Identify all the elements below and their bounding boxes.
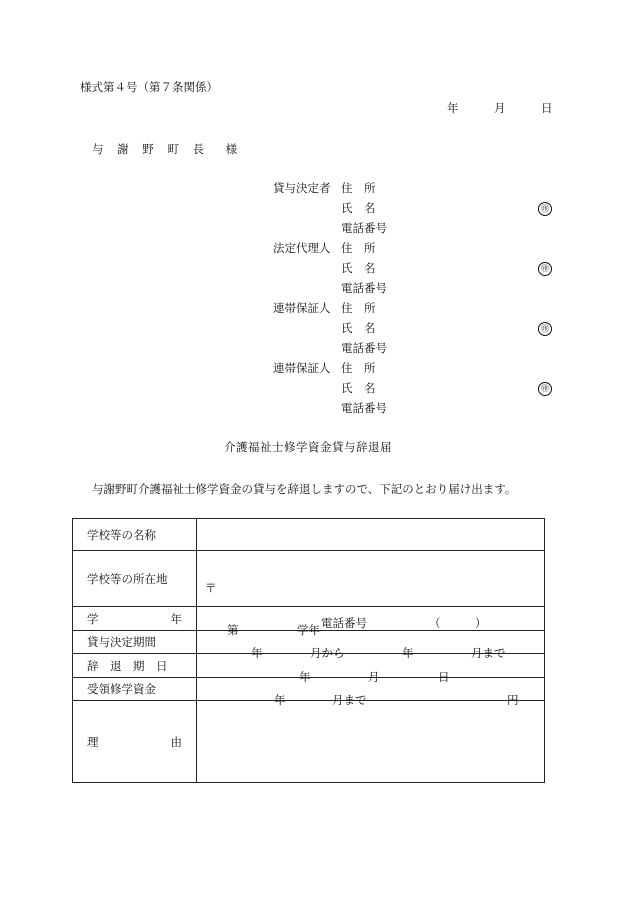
period-year-2: 年 (402, 646, 414, 660)
party-address-label: 住 所 (341, 241, 376, 255)
wd-month: 月 (368, 669, 380, 684)
rc-until: 月まで (332, 693, 367, 707)
seal-mark: ㊞ (538, 262, 552, 276)
period-year-1: 年 (251, 646, 263, 660)
loan-period-field[interactable] (197, 631, 545, 660)
party-name-label: 氏 名 (341, 381, 376, 395)
party-role: 連帯保証人 (273, 361, 331, 375)
party-name-label: 氏 名 (341, 261, 376, 275)
reason-field[interactable] (197, 701, 545, 783)
party-phone-label: 電話番号 (341, 401, 387, 415)
date-year-label: 年 (447, 101, 459, 115)
party-phone-label: 電話番号 (341, 221, 387, 235)
party-role: 貸与決定者 (273, 181, 331, 195)
grade-field[interactable] (197, 607, 545, 637)
period-to: 月まで (471, 646, 506, 660)
wd-day: 日 (438, 669, 450, 684)
date-month-label: 月 (494, 101, 506, 115)
party-role: 法定代理人 (273, 241, 331, 255)
rc-yen: 円 (507, 693, 519, 707)
party-address-label: 住 所 (341, 181, 376, 195)
table-row (73, 701, 545, 783)
grade-suffix: 学年 (297, 622, 320, 637)
table-row (73, 551, 545, 607)
party-role: 連帯保証人 (273, 301, 331, 315)
rc-year: 年 (274, 693, 286, 707)
party-phone-label: 電話番号 (341, 341, 387, 355)
wd-year: 年 (299, 669, 311, 684)
table-row (73, 519, 545, 551)
grade-prefix: 第 (227, 622, 239, 637)
party-name-label: 氏 名 (341, 321, 376, 335)
party-address-label: 住 所 (341, 361, 376, 375)
withdraw-date-label: 辞 退 期 日 (73, 654, 197, 678)
phone-area-code: （ ） (429, 615, 487, 630)
party-address-label: 住 所 (341, 301, 376, 315)
form-number: 様式第４号（第７条関係） (80, 80, 218, 94)
school-name-field[interactable] (197, 519, 545, 551)
reason-label: 理 由 (73, 701, 197, 783)
school-address-label: 学校等の所在地 (73, 551, 197, 607)
party-name-label: 氏 名 (341, 201, 376, 215)
seal-mark: ㊞ (538, 322, 552, 336)
phone-label: 電話番号 (321, 615, 367, 630)
date-day-label: 日 (541, 101, 553, 115)
grade-label: 学 年 (73, 607, 197, 631)
school-name-label: 学校等の名称 (73, 519, 197, 551)
received-funds-label: 受領修学資金 (73, 678, 197, 701)
loan-period-label: 貸与決定期間 (73, 631, 197, 654)
intro-text: 与謝野町介護福祉士修学資金の貸与を辞退しますので、下記のとおり届け出ます。 (92, 482, 517, 496)
addressee: 与 謝 野 町 長 様 (92, 142, 243, 156)
seal-mark: ㊞ (538, 382, 552, 396)
seal-mark: ㊞ (538, 202, 552, 216)
period-from: 月から (310, 646, 345, 660)
postal-mark: 〒 (205, 580, 217, 595)
document-title: 介護福祉士修学資金貸与辞退届 (224, 440, 392, 454)
withdrawal-form-table (72, 518, 545, 783)
party-phone-label: 電話番号 (341, 281, 387, 295)
